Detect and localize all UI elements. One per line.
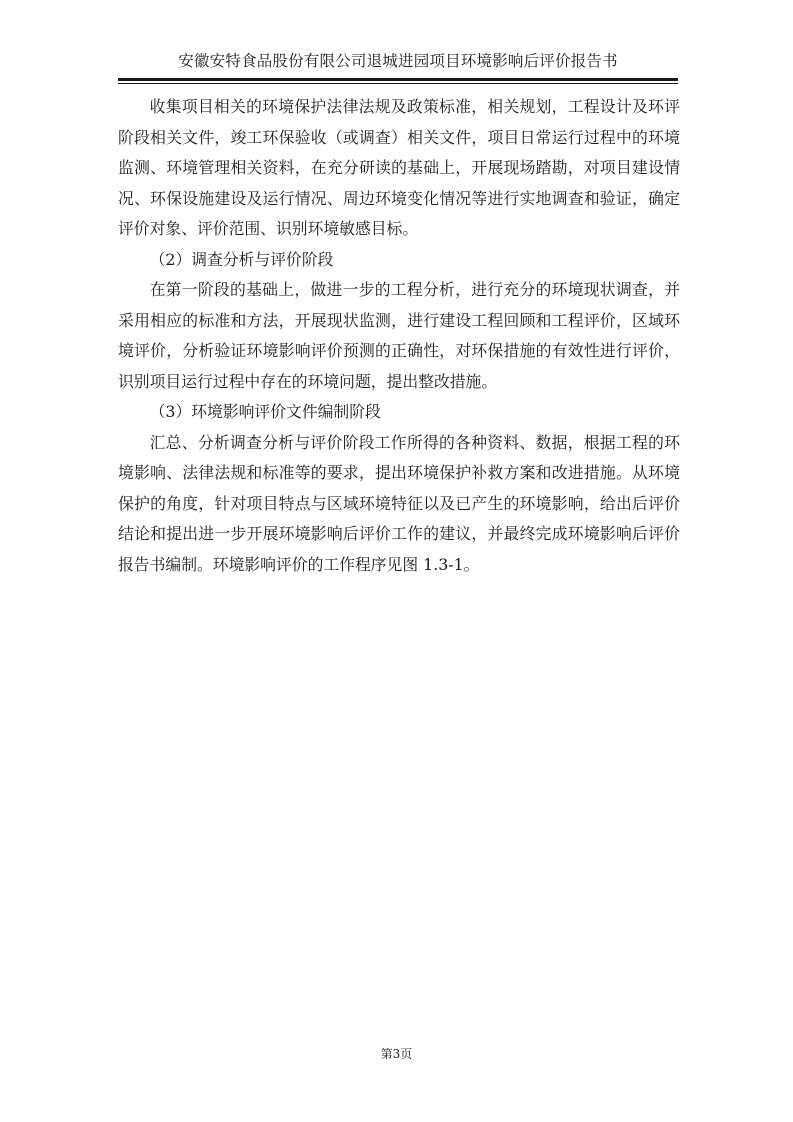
page-number: 第3页 (380, 1047, 413, 1061)
document-body (118, 92, 680, 580)
document-header-title: 安徽安特食品股份有限公司退城进园项目环境影响后评价报告书 (178, 52, 618, 70)
section-heading-investigation: （2）调查分析与评价阶段 (149, 249, 334, 269)
paragraph-report-compilation: 汇总、分析调查分析与评价阶段工作所得的各种资料、数据，根据工程的环境影响、法律法规和标准等的要求，提出环境保护补救方案和改进措施。从环境保护的角度，针对项目特点与区域环境特征以及已产生的环境影响，给出后评价结论和提出进一步开展环境影响后评价工作的建议，并最终完成环境影响后评价报告书编制。环境影响评价的工作程序见图 1.3-1。 (118, 432, 680, 574)
header-rule-thin (118, 83, 678, 84)
header-rule-thick (118, 78, 678, 81)
paragraph-investigation: 在第一阶段的基础上，做进一步的工程分析，进行充分的环境现状调查，并采用相应的标准和方法，开展现状监测，进行建设工程回顾和工程评价，区域环境评价，分析验证环境影响评价预测的正确性，对环保措施的有效性进行评价，识别项目运行过程中存在的环境问题，提出整改措施。 (118, 280, 680, 391)
section-heading-report-compilation: （3）环境影响评价文件编制阶段 (149, 402, 381, 421)
paragraph-data-collection: 收集项目相关的环境保护法律法规及政策标准，相关规划，工程设计及环评阶段相关文件，竣工环保验收（或调查）相关文件，项目日常运行过程中的环境监测、环境管理相关资料，在充分研读的基础上，开展现场踏勘，对项目建设情况、环保设施建设及运行情况、周边环境变化情况等进行实地调查和验证，确定评价对象、评价范围、识别环境敏感目标。 (118, 97, 680, 238)
